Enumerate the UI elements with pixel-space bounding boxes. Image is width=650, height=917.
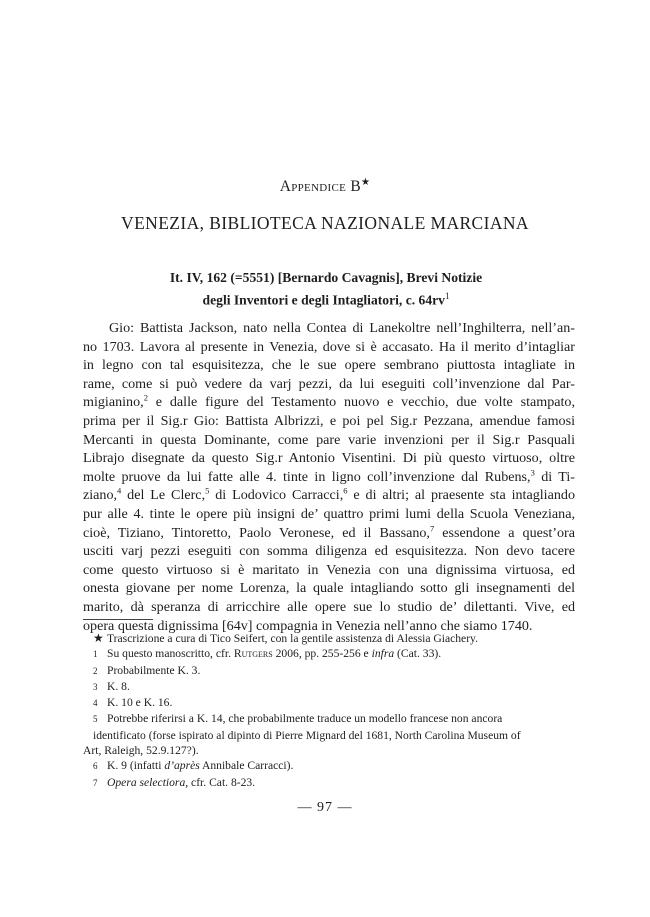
footnote-mark: ★ — [93, 631, 104, 645]
page-number: — 97 — — [297, 800, 353, 815]
footnote-3 — [83, 679, 575, 695]
footnote-5 — [83, 711, 575, 727]
footnote-author: Rutgers — [233, 647, 273, 661]
document-subtitle — [96, 269, 556, 310]
footnote-ref: 4 — [117, 485, 122, 496]
body-line: marito, dà speranza di arricchire alle opere sue lo studio de’ dilettanti. Vive, ed — [83, 598, 575, 615]
footnote-mark: 7 — [93, 777, 98, 788]
body-line: onesta giovane per nome Lorenza, la quale intagliando sotto gli insegnamenti del — [83, 580, 575, 597]
body-line: rame, come si può vedere da varj pezzi, da lui eseguiti coll’invenzione dal Par- — [83, 375, 575, 392]
appendix-label: Appendice B — [279, 178, 361, 196]
footnote-mark: 4 — [93, 698, 98, 709]
body-line: migianino,$^2$ e dalle figure del Testamento nuovo e vecchio, due volte stampato, — [83, 392, 575, 411]
footnote-ref: 6 — [343, 485, 348, 496]
body-line: ziano,$^4$ del Le Clerc,$^5$ di Lodovico Carracci,$^6$ e di altri; al praesente sta intagliando — [83, 485, 575, 504]
body-line: pur alle 4. tinte le opere più insigni de’ quattro primi lumi della Scuola Veneziana, — [83, 505, 575, 522]
footnote-text: K. 10 e K. 16. — [107, 696, 173, 710]
footnote-text: Su questo manoscritto, cfr. — [107, 647, 234, 661]
footnote-ref: 3 — [530, 467, 535, 478]
footnote-5-cont-2: Art, Raleigh, 52.9.127?). — [83, 744, 199, 758]
body-line: in legno con tal esquisitezza, che le sue opere sembrano piuttosta intagliate in — [83, 357, 575, 374]
footnote-mark: 2 — [93, 665, 98, 676]
footnote-text: , cfr. Cat. 8-23. — [185, 775, 256, 789]
subtitle-line-2 — [96, 287, 556, 310]
footnote-text: Probabilmente K. 3. — [107, 663, 201, 677]
footnote-ref: 1 — [444, 291, 450, 301]
body-line: molte pruove da lui fatte alle 4. tinte in ligno coll’invenzione dal Rubens,$^3$ di Ti- — [83, 467, 575, 485]
footnote-mark: 5 — [93, 714, 98, 725]
footnote-ref: 2 — [143, 392, 148, 403]
body-line: Mercanti in questa Dominante, come pare varie invenzioni per il Sig.r Pasquali — [83, 431, 575, 448]
body-line: Librajo disegnate da questo Sig.r Antonio Visentini. Di più questo virtuoso, oltre — [83, 450, 575, 467]
footnotes — [83, 631, 575, 791]
footnote-mark: 1 — [93, 649, 98, 660]
body-line: no 1703. Lavora al presente in Venezia, dove si è accasato. Ha il merito d’intagliar — [83, 338, 575, 355]
footnote-ref: 7 — [429, 522, 435, 533]
page-title: VENEZIA, BIBLIOTECA NAZIONALE MARCIANA — [121, 213, 529, 233]
body-line: usciti varj pezzi eseguiti con somma diligenza ed esquisitezza. Non devo tacere — [83, 543, 575, 560]
footnote-text: Potrebbe riferirsi a K. 14, che probabilmente traduce un modello francese non ancora — [107, 712, 503, 726]
footnote-2 — [83, 663, 575, 679]
footnote-mark: 6 — [93, 761, 98, 772]
footnote-mark: 3 — [93, 681, 98, 692]
body-line: prima per il Sig.r Gio: Battista Albrizzi, e poi pel Sig.r Pezzana, amendue famosi — [83, 412, 575, 429]
footnote-italic: Opera selectiora — [107, 775, 186, 789]
body-line: come questo virtuoso si è maritato in Venezia con una dignissima virtuosa, ed — [83, 561, 575, 578]
subtitle-line-1: It. IV, 162 (=5551) [Bernardo Cavagnis], Brevi Notizie — [169, 270, 483, 285]
footnote-divider — [83, 619, 153, 620]
body-line: opera questa dignissima [64v] compagnia in Venezia nell’anno che siamo 1740. — [83, 617, 533, 634]
body-line: Gio: Battista Jackson, nato nella Contea di Lanekoltre nell’Inghilterra, nell’an- — [109, 320, 575, 336]
transcription-body — [83, 319, 575, 635]
footnote-text: Annibale Carracci). — [199, 759, 294, 773]
footnote-italic: d’après — [164, 759, 200, 773]
footnote-italic: infra — [371, 647, 395, 661]
footnote-ref: 5 — [205, 485, 210, 496]
footnote-1 — [83, 646, 575, 662]
footnote-text: 2006, pp. 255-256 e — [272, 647, 372, 661]
footnote-text: (Cat. 33). — [394, 647, 442, 661]
body-line: cioè, Tiziano, Tintoretto, Paolo Veronese, ed il Bassano,$^7$ essendone a quest’ora — [83, 522, 575, 541]
footnote-text: Trascrizione a cura di Tico Seifert, con la gentile assistenza di Alessia Giachery. — [107, 632, 479, 645]
footnote-5-cont-1: identificato (forse ispirato al dipinto di Pierre Mignard del 1681, North Carolina Museum of — [93, 728, 521, 742]
subtitle-line-2-text: degli Inventori e degli Intagliatori, c. 64rv — [202, 292, 445, 308]
footnote-star — [83, 631, 575, 646]
footnote-6 — [83, 758, 575, 774]
appendix-heading — [0, 177, 650, 196]
footnote-7 — [83, 775, 575, 791]
appendix-star-mark: ★ — [361, 177, 371, 188]
footnote-4 — [83, 695, 575, 711]
footnote-text: K. 8. — [107, 679, 130, 693]
footnote-text: K. 9 (infatti — [107, 759, 165, 773]
